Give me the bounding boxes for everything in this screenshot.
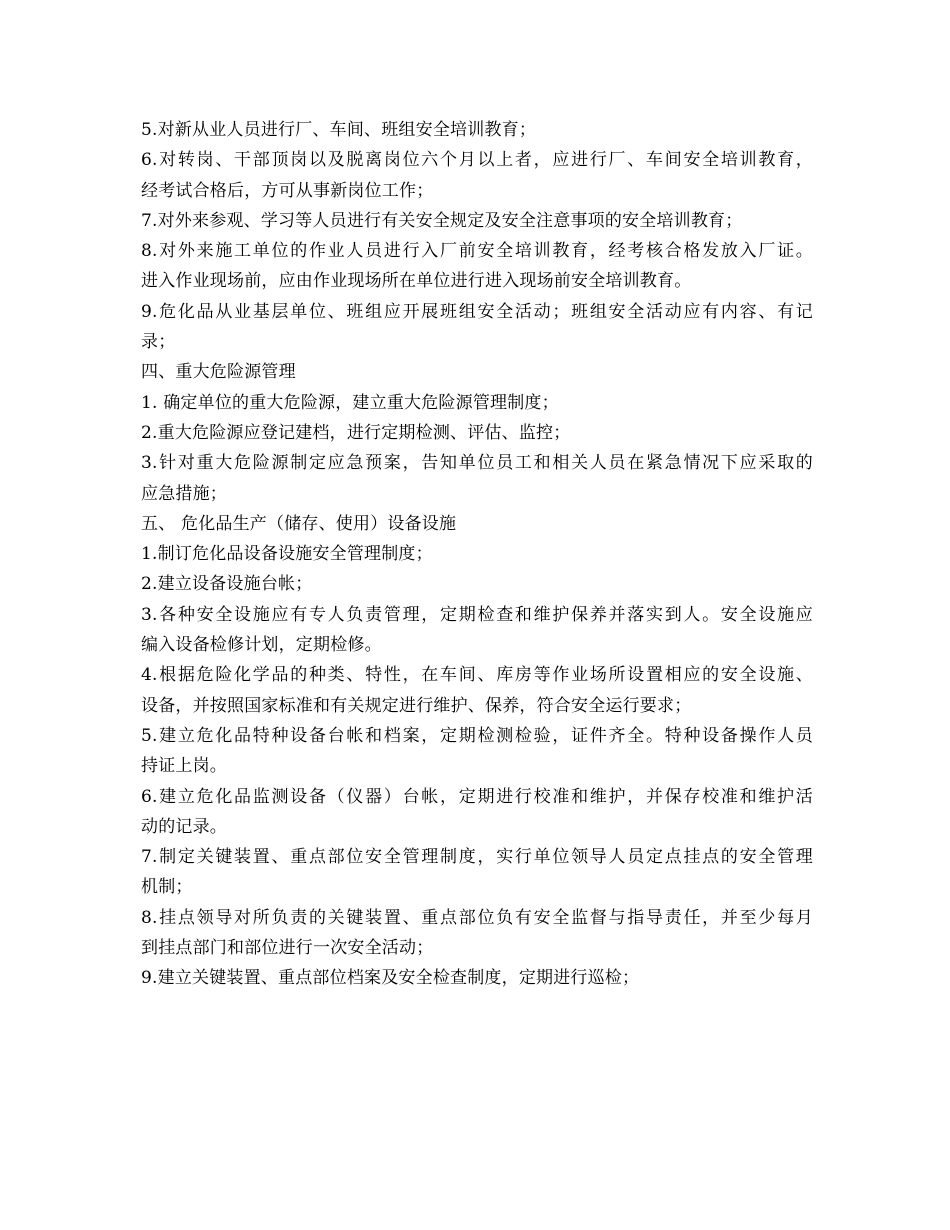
text-line: 到挂点部门和部位进行一次安全活动； [141, 938, 434, 959]
text-line: 6.建立危化品监测设备（仪器）台帐，定期进行校准和维护，并保存校准和维护活 [141, 786, 813, 807]
text-line: 5.建立危化品特种设备台帐和档案，定期检测检验，证件齐全。特种设备操作人员 [141, 725, 813, 746]
text-line: 设备，并按照国家标准和有关规定进行维护、保养，符合安全运行要求； [141, 695, 692, 716]
text-line: 机制； [141, 877, 193, 898]
text-line: 7.制定关键装置、重点部位安全管理制度，实行单位领导人员定点挂点的安全管理 [141, 847, 813, 868]
text-line: 经考试合格后，方可从事新岗位工作； [141, 180, 434, 201]
text-line: 4.根据危险化学品的种类、特性，在车间、库房等作业场所设置相应的安全设施、 [141, 665, 813, 686]
text-line: 五、 危化品生产（储存、使用）设备设施 [141, 513, 457, 534]
text-line: 5.对新从业人员进行厂、车间、班组安全培训教育； [141, 120, 537, 140]
text-line: 9.危化品从业基层单位、班组应开展班组安全活动；班组安全活动应有内容、有记 [141, 301, 813, 322]
text-line: 1.制订危化品设备设施安全管理制度； [141, 544, 433, 565]
text-line: 8.挂点领导对所负责的关键装置、重点部位负有安全监督与指导责任，并至少每月 [141, 907, 813, 928]
text-line: 1. 确定单位的重大危险源，建立重大危险源管理制度； [141, 392, 559, 413]
text-line: 2.重大危险源应登记建档，进行定期检测、评估、监控； [141, 422, 571, 443]
text-line: 9.建立关键装置、重点部位档案及安全检查制度，定期进行巡检； [141, 968, 640, 989]
text-line: 3.针对重大危险源制定应急预案，告知单位员工和相关人员在紧急情况下应采取的 [141, 453, 813, 474]
text-line: 6.对转岗、干部顶岗以及脱离岗位六个月以上者，应进行厂、车间安全培训教育， [141, 150, 813, 171]
document-body [141, 115, 813, 994]
text-line: 3.各种安全设施应有专人负责管理，定期检查和维护保养并落实到人。安全设施应 [141, 604, 813, 625]
text-line: 编入设备检修计划，定期检修。 [141, 635, 382, 656]
text-line: 7.对外来参观、学习等人员进行有关安全规定及安全注意事项的安全培训教育； [141, 210, 743, 231]
text-line: 持证上岗。 [141, 756, 227, 777]
text-line: 录； [141, 332, 176, 353]
text-line: 动的记录。 [141, 816, 227, 837]
text-line: 2.建立设备设施台帐； [141, 574, 313, 595]
text-line: 四、重大危险源管理 [141, 362, 296, 383]
text-line: 应急措施； [141, 483, 227, 504]
text-line: 进入作业现场前，应由作业现场所在单位进行进入现场前安全培训教育。 [141, 271, 692, 292]
text-line: 8.对外来施工单位的作业人员进行入厂前安全培训教育，经考核合格发放入厂证。 [141, 241, 813, 262]
